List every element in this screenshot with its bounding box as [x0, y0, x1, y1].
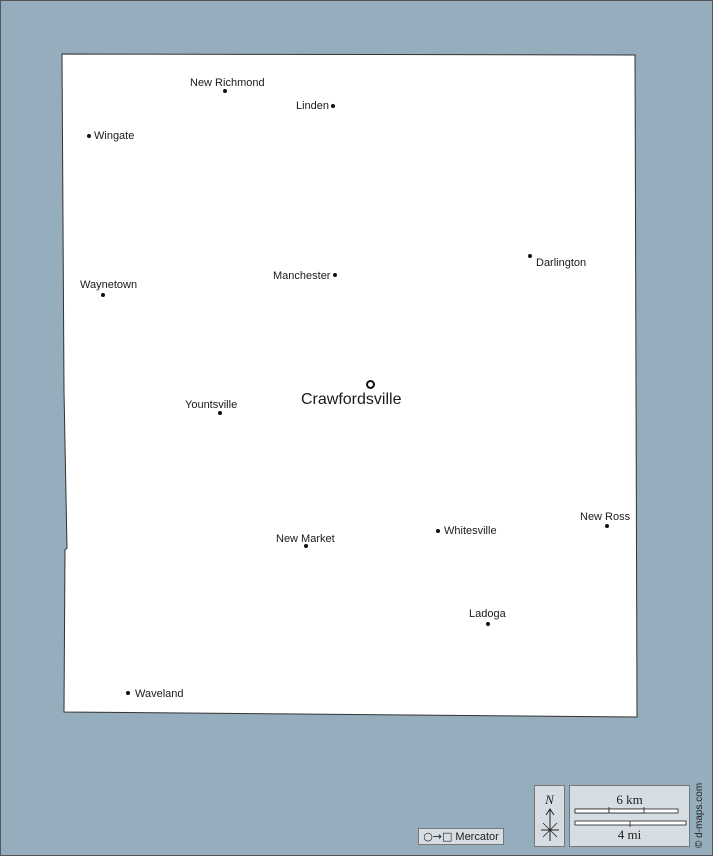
credit-text: © d-maps.com — [694, 782, 705, 848]
scale-mi-label: 4 mi — [617, 827, 642, 842]
town-marker — [486, 622, 490, 626]
town-label: Ladoga — [469, 608, 506, 620]
county-boundary — [62, 54, 637, 717]
town-marker — [331, 104, 335, 108]
projection-label: Mercator — [455, 830, 499, 843]
projection-legend — [418, 828, 504, 845]
town-marker — [333, 273, 337, 277]
town-label: New Richmond — [190, 77, 265, 89]
town-marker — [87, 134, 91, 138]
north-arrow-panel — [534, 785, 565, 847]
town-label: Whitesville — [444, 525, 497, 537]
town-label: Waynetown — [80, 279, 138, 291]
town-marker — [101, 293, 105, 297]
county-seat-label: Crawfordsville — [301, 391, 402, 408]
town-label: Darlington — [536, 257, 587, 269]
town-label: New Ross — [580, 511, 631, 523]
town-marker — [528, 254, 532, 258]
compass-icon — [535, 786, 566, 848]
town-label: New Market — [276, 533, 335, 545]
town-label: Wingate — [94, 130, 135, 142]
town-label: Yountsville — [185, 399, 238, 411]
scale-km-label: 6 km — [616, 792, 643, 807]
town-marker — [605, 524, 609, 528]
town-marker — [126, 691, 130, 695]
scale-bar-panel — [569, 785, 690, 847]
town-label: Waveland — [135, 688, 184, 700]
projection-icon: ○→□ — [423, 830, 453, 843]
north-letter: N — [545, 792, 554, 807]
town-label: Manchester — [273, 270, 331, 282]
town-label: Linden — [296, 100, 330, 112]
town-marker — [436, 529, 440, 533]
county-seat-marker — [366, 380, 375, 389]
